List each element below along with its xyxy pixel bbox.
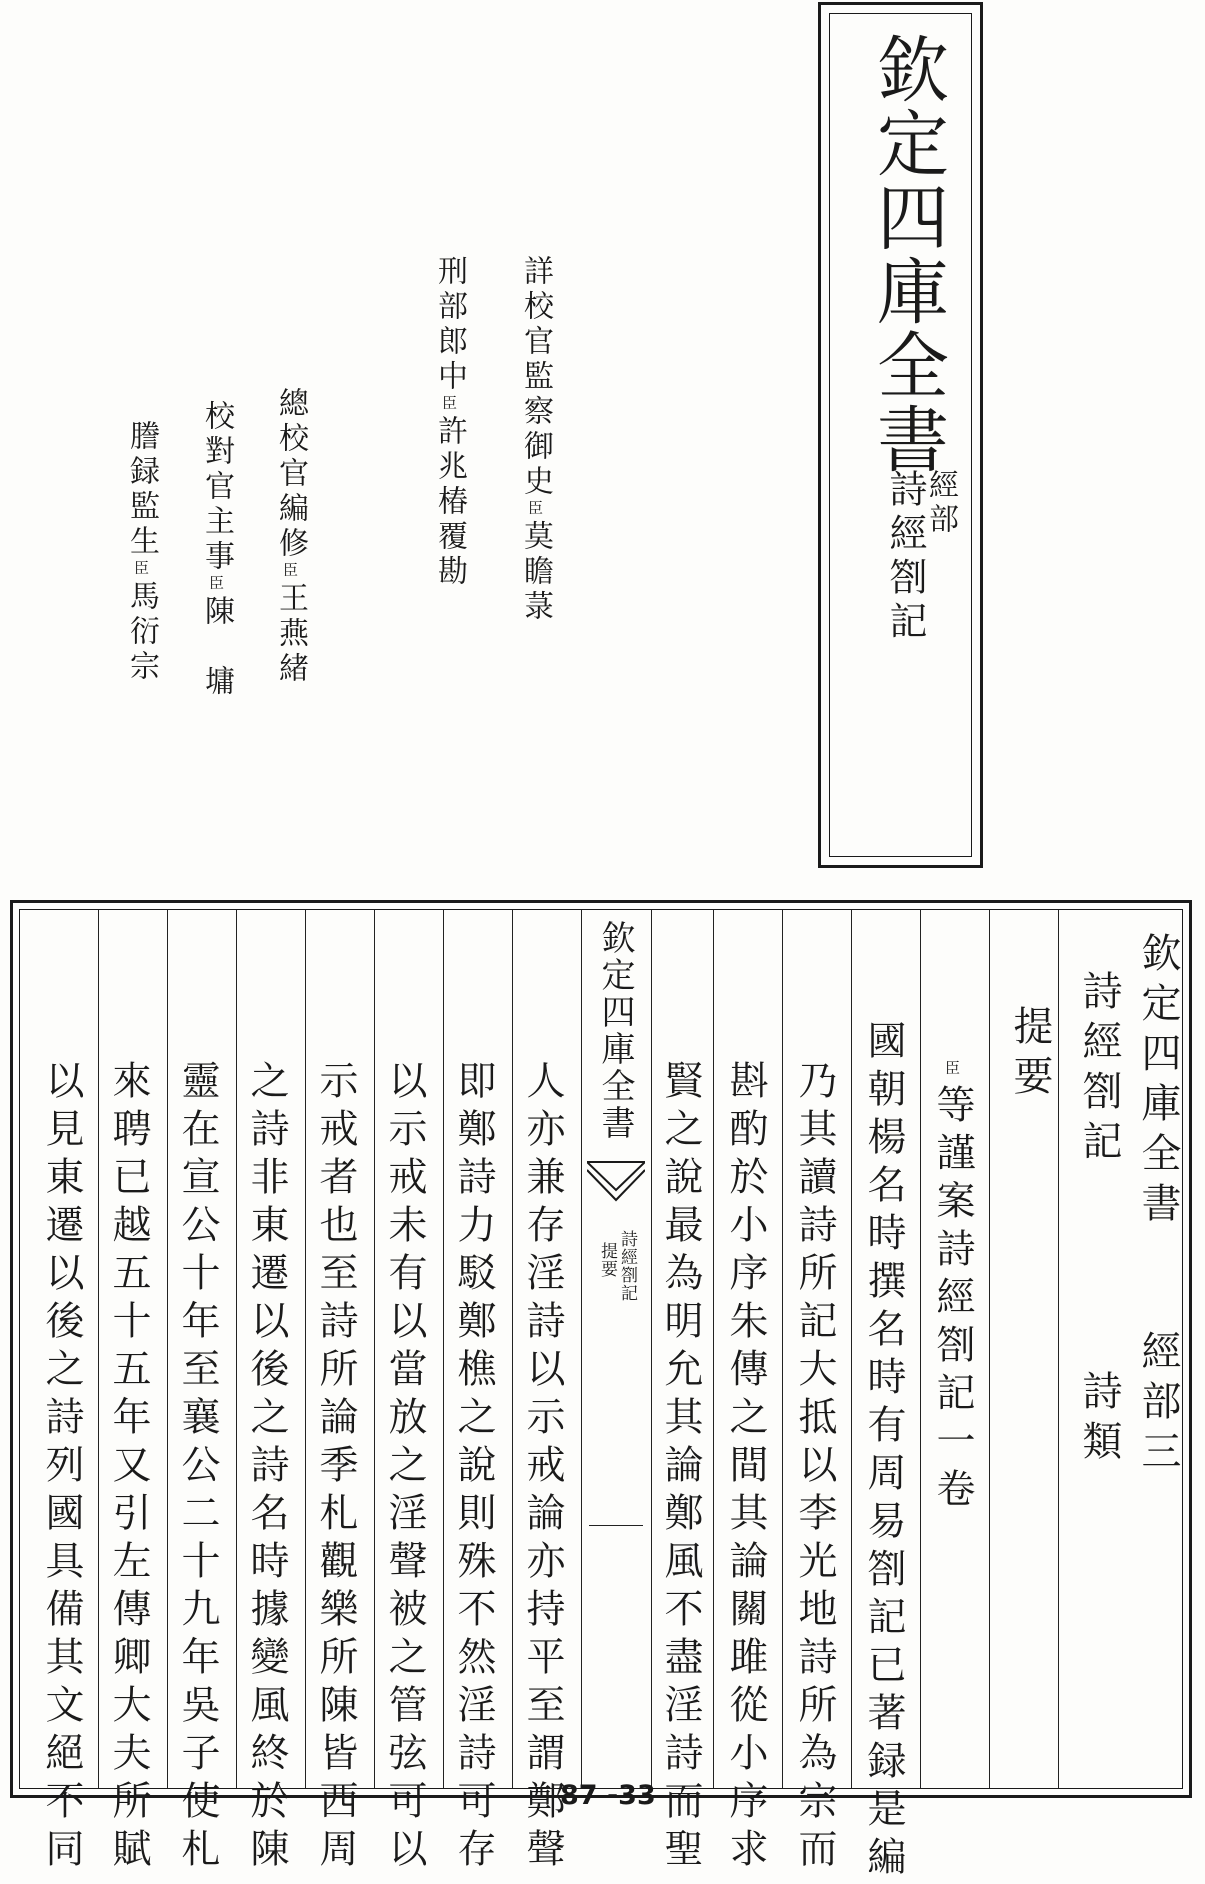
credit-2-name: 許兆椿覆勘 [432, 415, 467, 590]
credit-4-title: 校對官主事 [199, 400, 234, 575]
chen-mark: 臣 [526, 500, 544, 520]
text-column-1 [930, 1060, 975, 1516]
banner-rule [589, 1525, 643, 1526]
chen-mark: 臣 [440, 395, 458, 415]
text-column-5: 賢之說最為明允其論鄭風不盡淫詩而聖 [658, 1060, 703, 1876]
banner-title: 欽定四庫全書 [595, 920, 635, 1142]
text-column-9: 示戒者也至詩所論季札觀樂所陳皆西周 [313, 1060, 358, 1876]
chen-mark: 臣 [132, 560, 150, 580]
credit-1-name: 莫瞻菉 [518, 520, 553, 625]
column-rule [443, 910, 444, 1788]
page-number: 87 -33 [560, 1780, 656, 1811]
credit-2-title: 刑部郎中 [432, 255, 467, 395]
column-rule [374, 910, 375, 1788]
column-rule [236, 910, 237, 1788]
credit-3-name: 王燕緒 [273, 582, 308, 687]
column-rule [98, 910, 99, 1788]
column-rule [651, 910, 652, 1788]
title-cartouche-inner-border [829, 13, 972, 857]
credit-5-title: 謄録監生 [124, 420, 159, 560]
column-rule [782, 910, 783, 1788]
category-label: 經部 [923, 469, 958, 537]
chen-mark: 臣 [943, 1060, 961, 1084]
text-column-3: 乃其讀詩所記大抵以李光地詩所為宗而 [792, 1060, 837, 1876]
text-column-10: 之詩非東遷以後之詩名時據變風終於陳 [244, 1060, 289, 1876]
text-column-12: 來聘已越五十五年又引左傳卿大夫所賦 [106, 1060, 151, 1876]
heading-top-1: 欽定四庫全書 [1135, 932, 1181, 1232]
credit-4 [194, 400, 238, 700]
text-column-1-body: 等謹案詩經劄記一卷 [930, 1084, 975, 1516]
credit-1-title: 詳校官監察御史 [518, 255, 553, 500]
main-title: 欽定四庫全書 [865, 32, 949, 476]
column-rule [713, 910, 714, 1788]
text-column-6: 人亦兼存淫詩以示戒論亦持平至謂鄭聲 [520, 1060, 565, 1876]
text-column-7: 即鄭詩力駁鄭樵之說則殊不然淫詩可存 [451, 1060, 496, 1876]
text-column-11: 靈在宣公十年至襄公二十九年吳子使札 [175, 1060, 220, 1876]
book-title: 詩經劄記 [883, 469, 927, 645]
credit-3 [268, 387, 312, 687]
section-heading: 提要 [1007, 1005, 1053, 1105]
center-banner [581, 910, 651, 1788]
column-rule [305, 910, 306, 1788]
banner-section: 提要 [597, 1242, 617, 1278]
text-column-8: 以示戒未有以當放之淫聲被之管弦可以 [382, 1060, 427, 1876]
credit-5-name: 馬衍宗 [124, 580, 159, 685]
column-rule [920, 910, 921, 1788]
credit-1 [513, 255, 557, 625]
fish-tail-mark [587, 1160, 645, 1206]
column-rule [512, 910, 513, 1788]
column-rule [167, 910, 168, 1788]
text-column-4: 斟酌於小序朱傳之間其論關雎從小序求 [723, 1060, 768, 1876]
text-column-2: 國朝楊名時撰名時有周易劄記已著録是編 [861, 1020, 906, 1884]
credit-2 [427, 255, 471, 590]
chen-mark: 臣 [281, 562, 299, 582]
heading-bottom-1: 經部三 [1135, 1330, 1181, 1480]
credit-3-title: 總校官編修 [273, 387, 308, 562]
heading-top-2: 詩經劄記 [1076, 970, 1122, 1170]
credit-5 [119, 420, 163, 685]
main-page-frame [10, 900, 1192, 1884]
chen-mark: 臣 [207, 575, 225, 595]
title-cartouche [818, 2, 983, 868]
text-column-13: 以見東遷以後之詩列國具備其文絕不同 [39, 1060, 84, 1876]
column-rule [851, 910, 852, 1788]
column-rule [989, 910, 990, 1788]
banner-book-title: 詩經劄記 [617, 1230, 637, 1302]
credit-4-name: 陳 墉 [199, 595, 234, 700]
heading-bottom-2: 詩類 [1076, 1370, 1122, 1470]
